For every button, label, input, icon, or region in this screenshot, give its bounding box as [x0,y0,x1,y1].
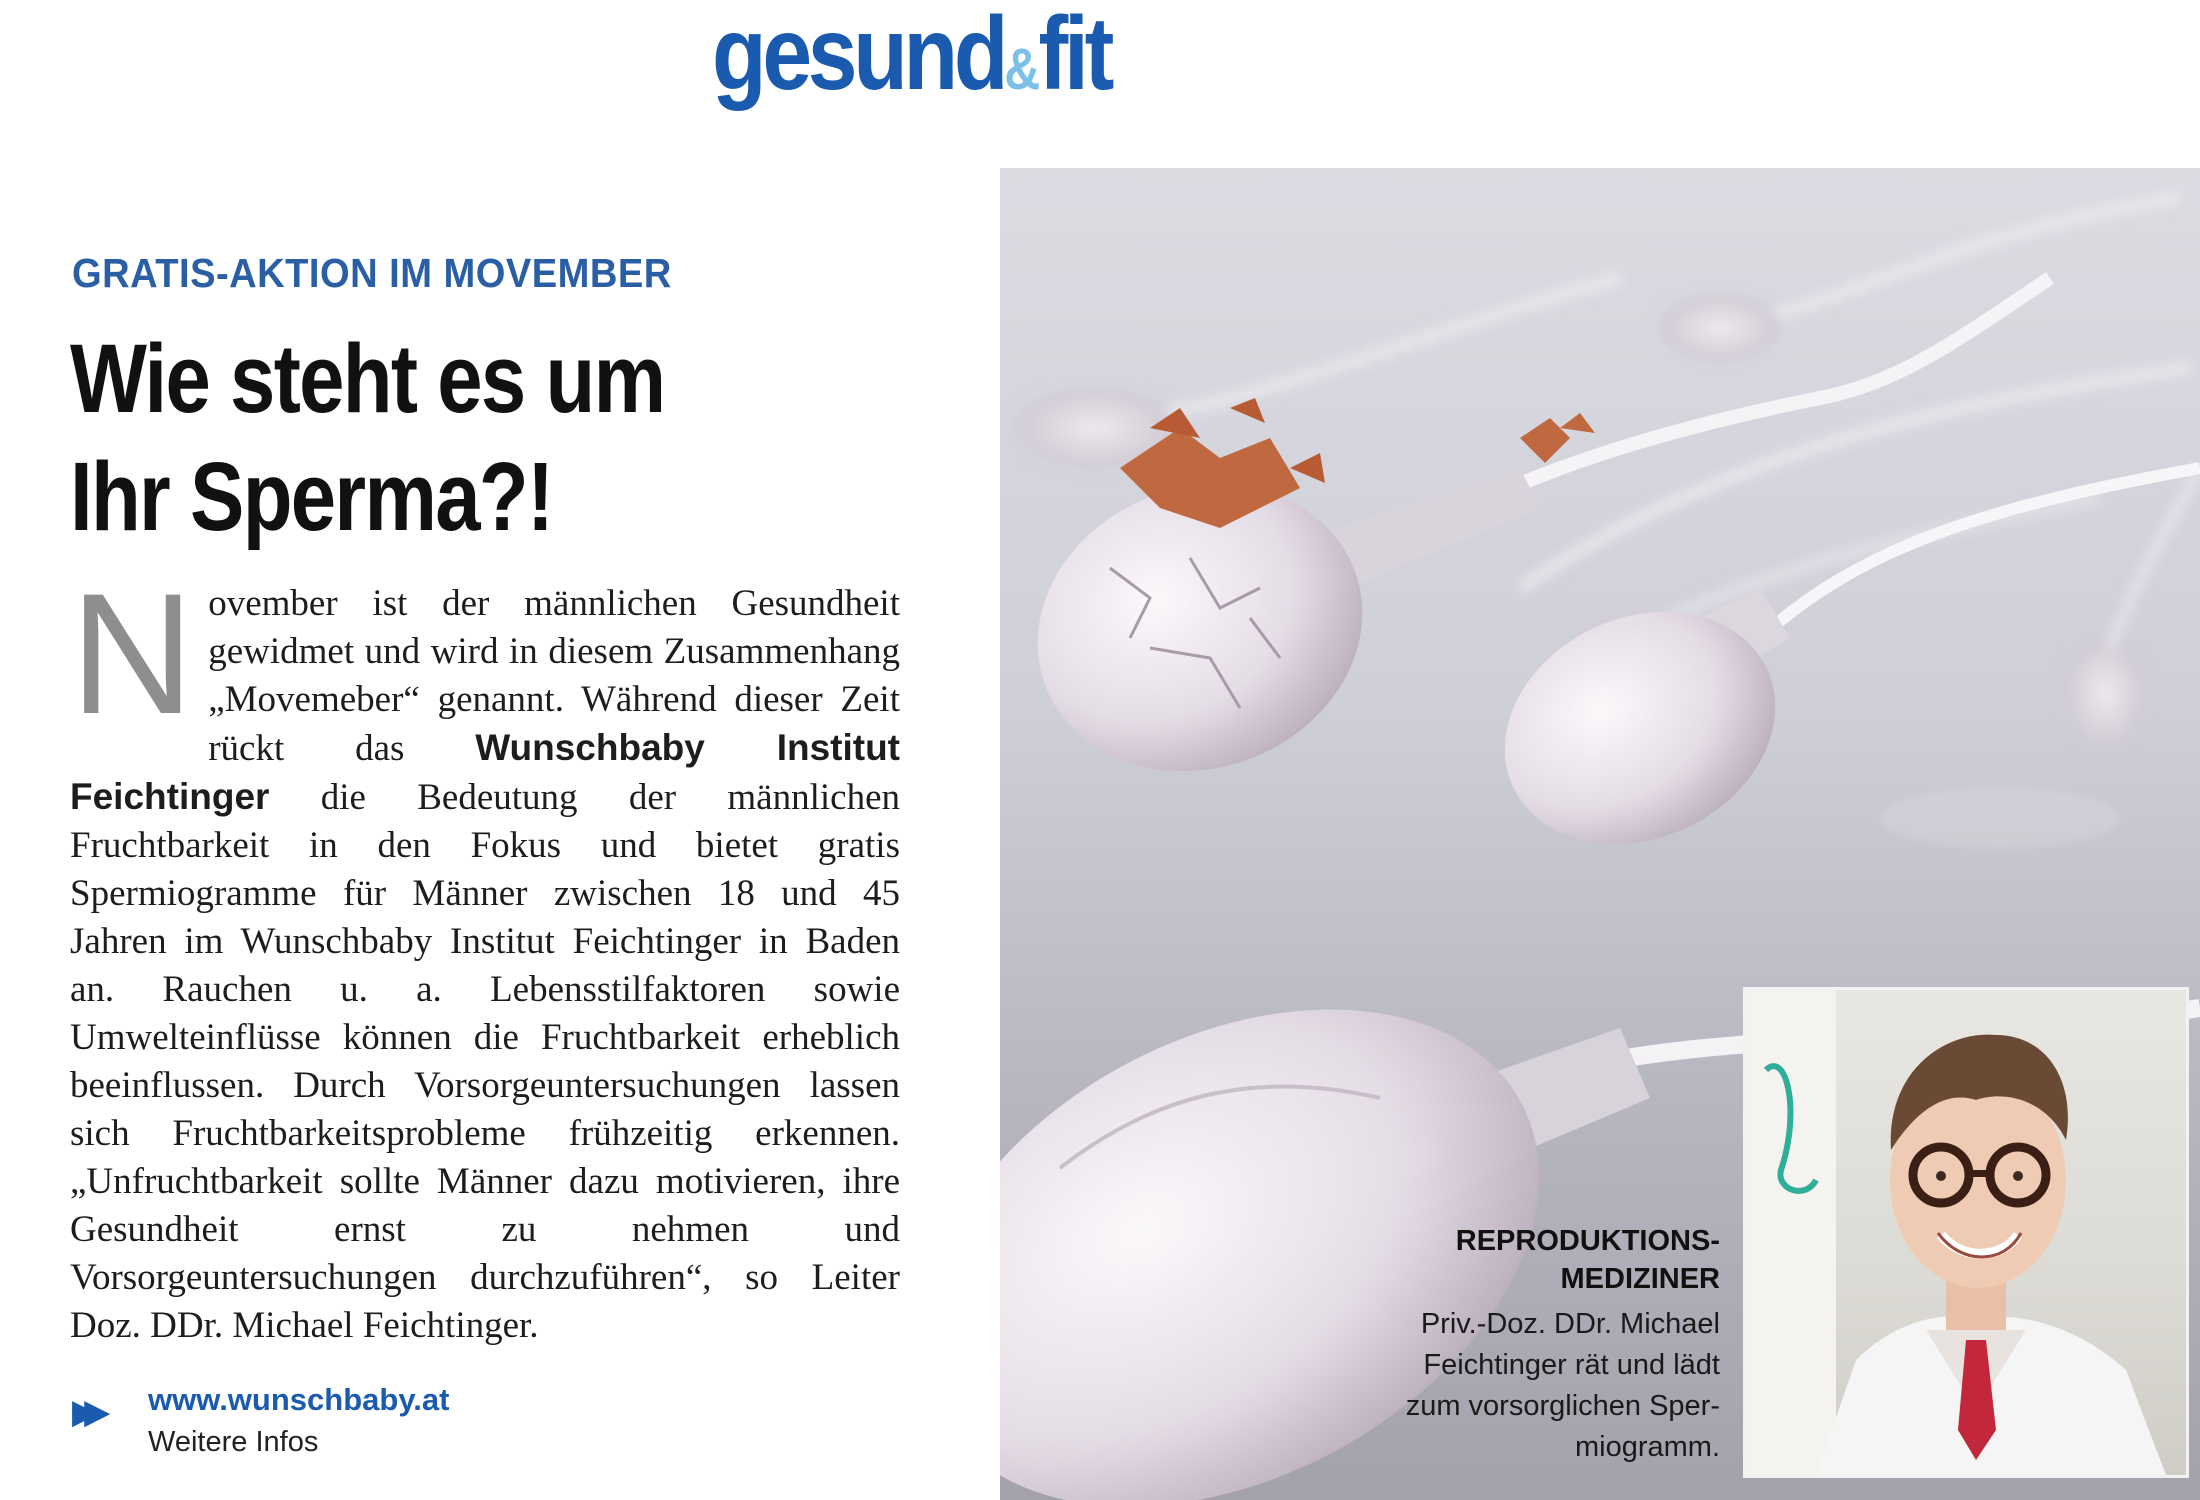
doctor-portrait-graphic [1746,990,2186,1475]
photo-caption [1310,1222,1720,1468]
masthead-part2: fit [1038,0,1111,112]
more-info-label: Weitere Infos [148,1426,319,1458]
headline-line-1: Wie steht es um [70,324,665,433]
website-link[interactable]: www.wunschbaby.at [148,1382,450,1417]
article-headline [70,320,776,556]
body-institute-name: Wunschbaby Institut Feichtinger [70,727,900,817]
article-body [70,558,900,1350]
body-rest: die Bedeutung der männlichen Fruchtbarkeit in den Fokus und bietet gratis Spermiogramme für Männer zwischen 18 und 45 Jahren im Wunschbaby Institut Feichtinger in Baden an. Rauchen u. a. Lebensstilfaktoren sowie Umwelteinflüsse können die Fruchtbarkeit erheblich beeinflussen. Durch Vorsorgeuntersuchungen lassen sich Fruchtbarkeitsprobleme frühzeitig erkennen. „Unfruchtbarkeit sollte Männer dazu motivieren, ihre Gesundheit ernst zu nehmen und Vorsorgeuntersuchungen durchzuführen“, so Leiter Doz. DDr. Michael Feichtinger. [70,777,900,1346]
drop-cap: N [70,558,195,750]
caption-title: REPRODUKTIONS- MEDIZINER [1455,1225,1720,1295]
article-kicker: GRATIS-AKTION IM MOVEMBER [72,250,672,296]
masthead-logo [712,0,1111,112]
caption-text: Priv.-Doz. DDr. Michael Feichtinger rät und lädt zum vorsorglichen Sper- miogramm. [1405,1308,1720,1463]
body-lead: ovember ist der männlichen Gesundheit gewidmet und wird in diesem Zusammenhang „Movemeber“ genannt. Während dieser Zeit rückt das [208,583,900,769]
double-arrow-right-icon: ▶▶ [72,1392,97,1432]
headline-line-2: Ihr Sperma?! [70,442,553,551]
doctor-portrait [1743,987,2189,1478]
masthead-part1: gesund [712,0,1005,112]
masthead-ampersand: & [1004,37,1039,102]
